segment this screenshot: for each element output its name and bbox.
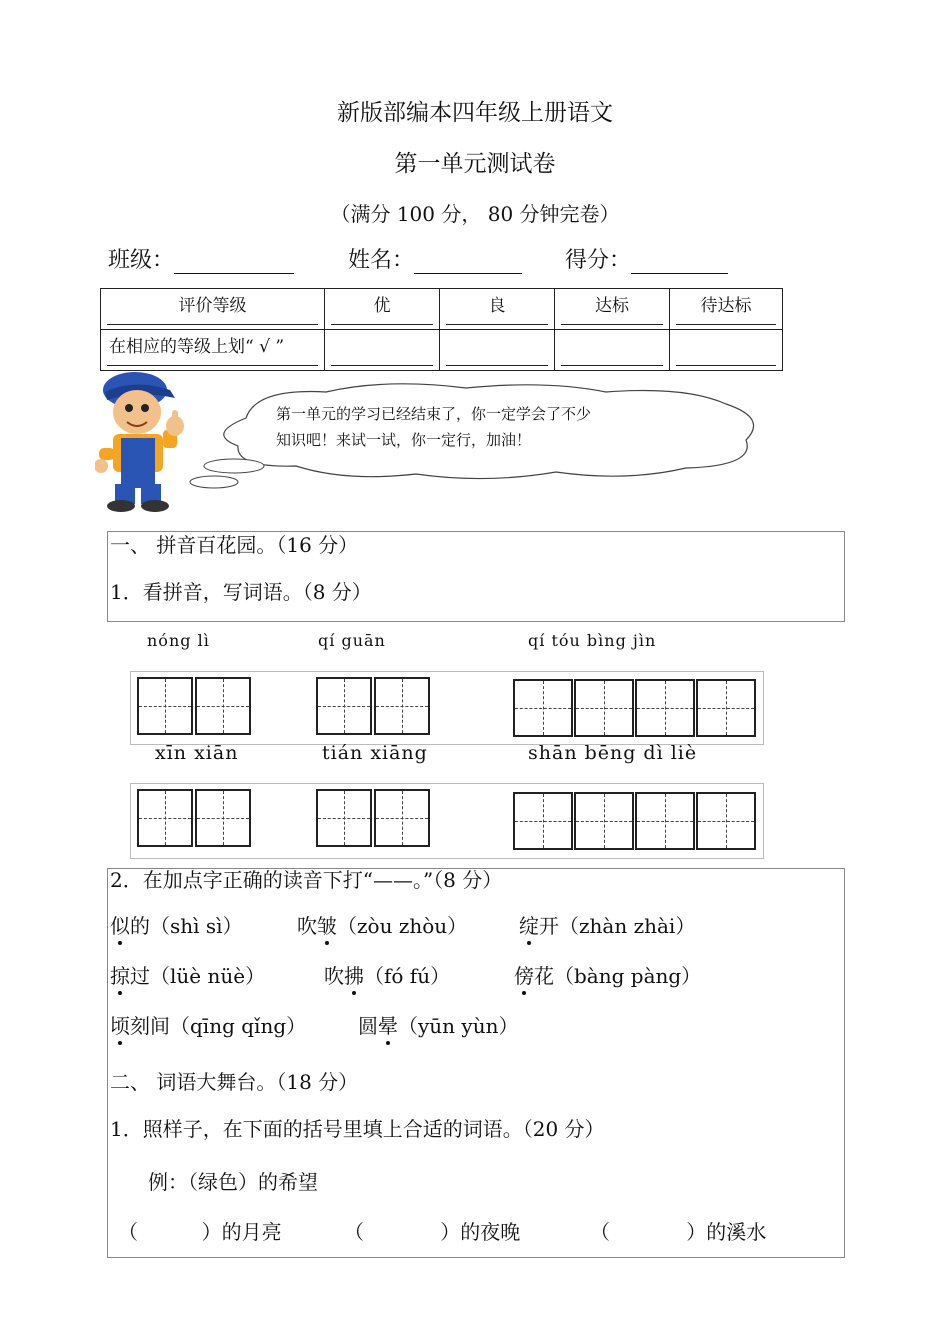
reading-item: 似的（shì sì） [110,914,243,938]
grade-cell-needs-work[interactable] [670,330,783,371]
reading-item: 掠过（lüè nüè） [110,964,266,988]
section1-question1: 1．看拼音，写词语。（8 分） [110,580,372,604]
pinyin-nongli: nóng lì [147,631,210,650]
writing-cell[interactable] [374,677,430,735]
reading-item: 傍花（bàng pàng） [514,964,702,988]
page-title: 新版部编本四年级上册语文 [337,100,613,126]
reading-item: 圆晕（yūn yùn） [358,1014,519,1038]
grade-header-good: 良 [440,289,555,330]
score-field[interactable] [565,243,728,274]
writing-cell[interactable] [635,679,695,737]
writing-grid-row1 [130,671,764,745]
name-label: 姓名： [348,248,415,273]
class-label: 班级： [108,248,175,273]
writing-cell[interactable] [513,792,573,850]
writing-cell[interactable] [513,679,573,737]
class-field[interactable] [108,243,294,274]
name-field[interactable] [348,243,522,274]
class-blank[interactable] [174,251,294,274]
pinyin-qitoubingjin: qí tóu bìng jìn [528,631,657,650]
section1-heading: 一、 拼音百花园。（16 分） [110,533,359,557]
grade-header-needs-work: 待达标 [670,289,783,330]
grade-header-level: 评价等级 [101,289,325,330]
example-line: 例：（绿色）的希望 [148,1170,318,1194]
reading-item: 顷刻间（qīng qǐng） [110,1014,307,1038]
fill-blank-night[interactable]: （ ）的夜晚 [344,1220,521,1244]
page-subtitle: 第一单元测试卷 [394,151,556,177]
cloud-message: 第一单元的学习已经结束了，你一定学会了不少 知识吧！来试一试，你一定行，加油！ [276,405,592,449]
score-blank[interactable] [631,251,728,274]
writing-cell[interactable] [316,677,372,735]
writing-cell[interactable] [195,677,251,735]
section2-question1: 1．照样子，在下面的括号里填上合适的词语。（20 分） [110,1117,605,1141]
name-blank[interactable] [414,251,522,274]
writing-grid-row2 [130,783,764,859]
pinyin-xinxian: xīn xiān [155,742,239,764]
reading-item: 吹拂（fó fú） [324,964,451,988]
writing-cell[interactable] [696,792,756,850]
writing-cell[interactable] [635,792,695,850]
section1-question2: 2．在加点字正确的读音下打“——。”（8 分） [110,868,503,892]
writing-cell[interactable] [316,789,372,847]
pinyin-shanbengdilie: shān bēng dì liè [528,742,698,764]
fill-blank-moon[interactable]: （ ）的月亮 [118,1220,282,1244]
grade-cell-excellent[interactable] [325,330,440,371]
reading-item: 绽开（zhàn zhài） [519,914,696,938]
pinyin-qiguan: qí guān [318,631,386,650]
pinyin-tianxiang: tián xiāng [322,742,428,764]
reading-item: 吹皱（zòu zhòu） [297,914,468,938]
writing-cell[interactable] [696,679,756,737]
score-label: 得分： [565,248,632,273]
boy-mascot-image [95,368,195,513]
grade-table [100,288,783,371]
grade-row-label: 在相应的等级上划“ √ ” [101,330,325,371]
fill-blank-stream[interactable]: （ ）的溪水 [590,1220,767,1244]
writing-cell[interactable] [195,789,251,847]
writing-cell[interactable] [137,789,193,847]
grade-header-pass: 达标 [555,289,670,330]
grade-cell-good[interactable] [440,330,555,371]
grade-header-excellent: 优 [325,289,440,330]
score-time-note: （满分 100 分， 80 分钟完卷） [330,202,620,226]
grade-cell-pass[interactable] [555,330,670,371]
writing-cell[interactable] [574,679,634,737]
writing-cell[interactable] [374,789,430,847]
writing-cell[interactable] [137,677,193,735]
writing-cell[interactable] [574,792,634,850]
section2-heading: 二、 词语大舞台。（18 分） [110,1070,359,1094]
